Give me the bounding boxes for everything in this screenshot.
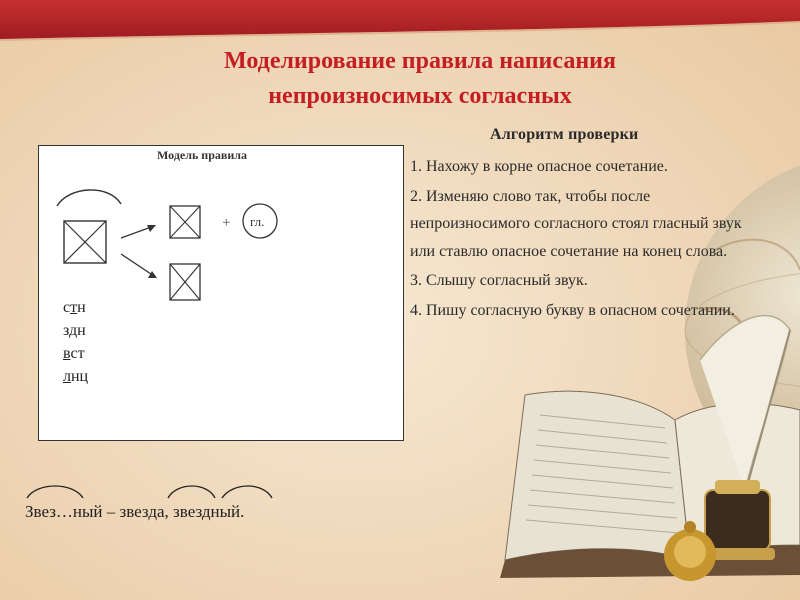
consonant-combinations-list <box>63 296 88 388</box>
root-square-crossed <box>64 221 106 263</box>
algorithm-steps <box>410 153 770 326</box>
combination-item: здн <box>63 322 86 339</box>
slide-title-line-1: Моделирование правила написания <box>224 48 616 74</box>
combination-item: стн <box>63 299 86 316</box>
arrow-to-bottom-square <box>121 254 157 278</box>
model-title: Модель правила <box>157 148 248 162</box>
algorithm-title: Алгоритм проверки <box>490 126 639 143</box>
vowel-label: гл. <box>250 214 265 229</box>
model-figure <box>39 146 403 440</box>
arrow-to-top-square <box>121 225 156 238</box>
algorithm-step-4: 4. Пишу согласную букву в опасном сочетании. <box>410 301 735 319</box>
plus-sign: + <box>222 215 231 231</box>
rule-model-diagram <box>38 145 404 441</box>
top-square-crossed <box>170 206 200 238</box>
slide-title-line-2: непроизносимых согласных <box>268 83 572 109</box>
example-part-2: а, звез <box>157 502 202 521</box>
combination-item: лнц <box>63 368 89 385</box>
root-arc <box>57 190 121 206</box>
example-part-3: ный. <box>210 502 245 521</box>
example-part-1: Звез…ный – звез <box>25 502 149 521</box>
bottom-square-crossed <box>170 264 200 300</box>
root-arcs <box>25 484 325 504</box>
algorithm-step-2: 2. Изменяю слово так, чтобы после непроизносимого согласного стоял гласный звук или ставлю опасное сочетание на конец слова. <box>410 187 742 260</box>
algorithm-step-1: 1. Нахожу в корне опасное сочетание. <box>410 158 668 175</box>
example-underlined-letter: д <box>201 502 211 521</box>
combination-item: вст <box>63 345 85 362</box>
example-underlined-letter: д <box>148 502 157 521</box>
slide-title <box>140 44 700 114</box>
example-sentence <box>25 502 244 522</box>
algorithm-step-3: 3. Слышу согласный звук. <box>410 272 588 289</box>
